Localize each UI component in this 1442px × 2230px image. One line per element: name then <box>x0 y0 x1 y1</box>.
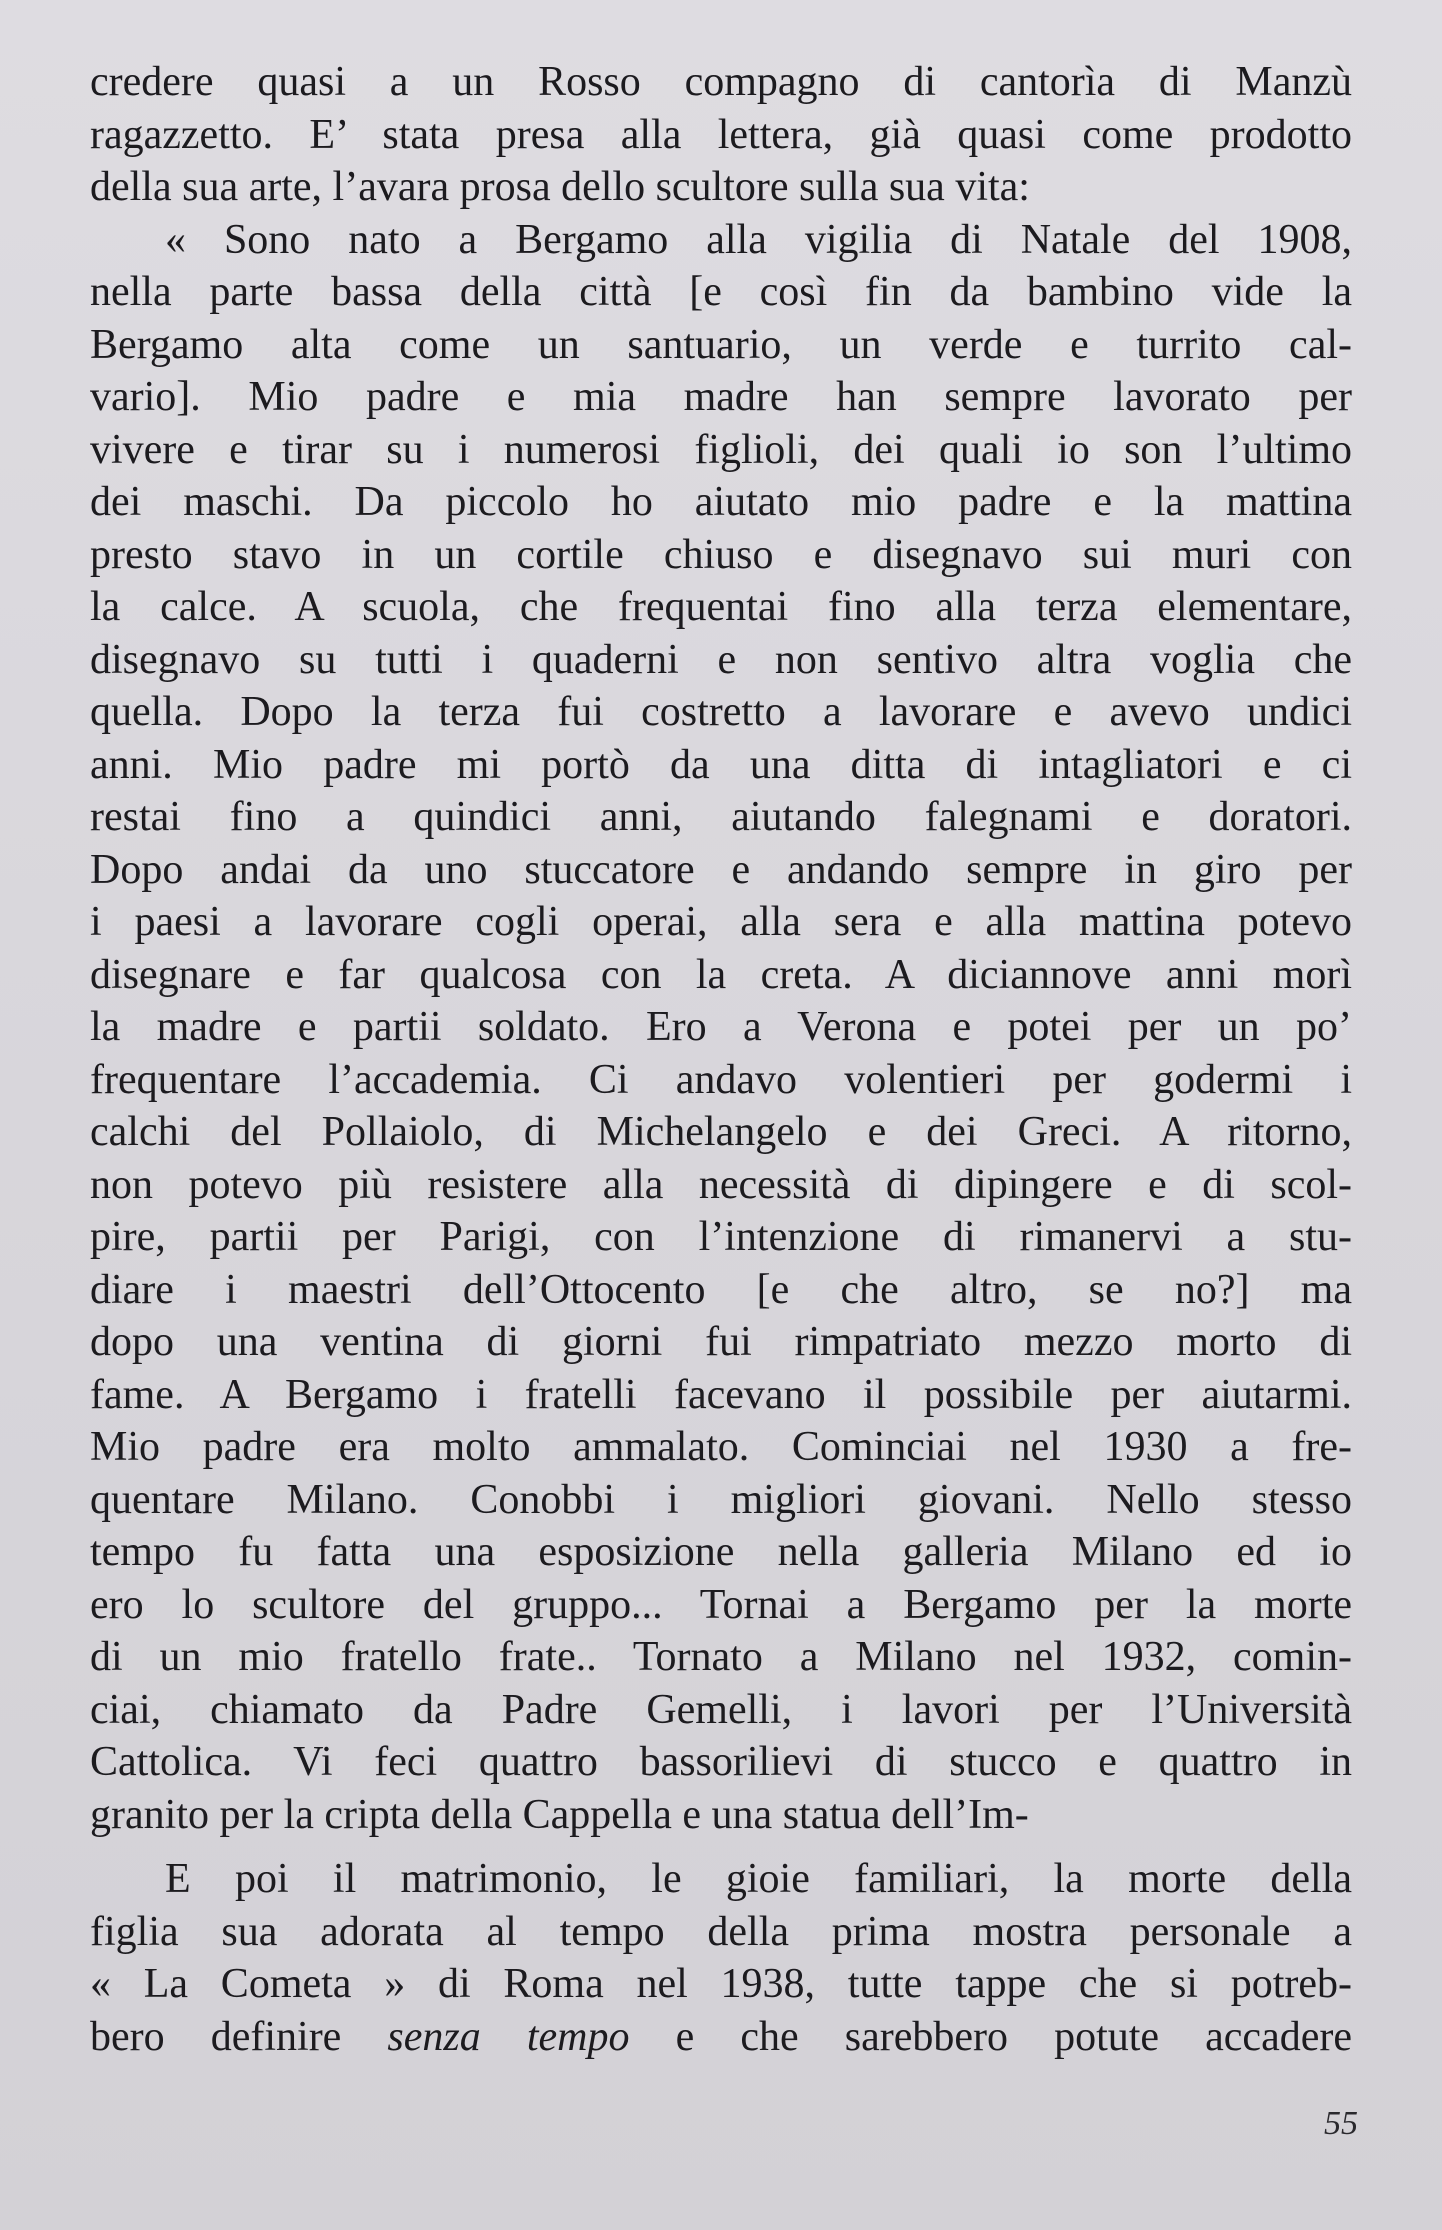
text-line: dopo una ventina di giorni fui rimpatriato mezzo morto di <box>90 1319 1352 1365</box>
italic-phrase: senza tempo <box>387 2013 630 2060</box>
text-line: disegnare e far qualcosa con la creta. A diciannove anni morì <box>90 951 1352 998</box>
text-run: bero definire <box>90 2013 388 2060</box>
text-line: ero lo scultore del gruppo... Tornai a Bergamo per la morte <box>90 1581 1352 1628</box>
text-line: nella parte bassa della città [e così fin da bambino vide la <box>90 269 1352 315</box>
text-line: ragazzetto. E’ stata presa alla lettera, già quasi come prodotto <box>90 111 1352 158</box>
paragraph-2-quotation <box>90 214 1352 1842</box>
text-line: E poi il matrimonio, le gioie familiari, la morte della <box>165 1856 1352 1902</box>
text-line: quella. Dopo la terza fui costretto a lavorare e avevo undici <box>90 689 1352 735</box>
text-line: di un mio fratello frate.. Tornato a Milano nel 1932, comin- <box>90 1634 1352 1680</box>
body-text <box>90 56 1352 2063</box>
paragraph-3 <box>90 1853 1352 2063</box>
text-line: non potevo più resistere alla necessità di dipingere e di scol- <box>90 1161 1352 1208</box>
text-line: calchi del Pollaiolo, di Michelangelo e dei Greci. A ritorno, <box>90 1109 1352 1155</box>
text-line: Dopo andai da uno stuccatore e andando sempre in giro per <box>90 846 1352 893</box>
paragraph-spacer <box>90 1841 1352 1853</box>
text-line: presto stavo in un cortile chiuso e disegnavo sui muri con <box>90 531 1352 578</box>
text-line: granito per la cripta della Cappella e una statua dell’Im- <box>90 1791 1029 1838</box>
text-line: restai fino a quindici anni, aiutando falegnami e doratori. <box>90 794 1352 840</box>
text-run: e che sarebbero potute accadere <box>629 2013 1352 2060</box>
text-line: ciai, chiamato da Padre Gemelli, i lavori per l’Università <box>90 1686 1352 1733</box>
text-line: pire, partii per Parigi, con l’intenzione di rimanervi a stu- <box>90 1214 1352 1260</box>
text-line: Bergamo alta come un santuario, un verde e turrito cal- <box>90 321 1352 368</box>
page-number: 55 <box>1324 2105 1358 2142</box>
text-line: vario]. Mio padre e mia madre han sempre lavorato per <box>90 374 1352 420</box>
text-line: fame. A Bergamo i fratelli facevano il possibile per aiutarmi. <box>90 1371 1352 1418</box>
text-line: figlia sua adorata al tempo della prima mostra personale a <box>90 1908 1352 1955</box>
text-line: tempo fu fatta una esposizione nella galleria Milano ed io <box>90 1529 1352 1575</box>
text-line: la calce. A scuola, che frequentai fino alla terza elementare, <box>90 584 1352 630</box>
text-line: dei maschi. Da piccolo ho aiutato mio padre e la mattina <box>90 479 1352 525</box>
text-line: anni. Mio padre mi portò da una ditta di intagliatori e ci <box>90 741 1352 788</box>
text-line <box>90 2011 1352 2064</box>
text-line: Cattolica. Vi feci quattro bassorilievi di stucco e quattro in <box>90 1739 1352 1785</box>
text-line: la madre e partii soldato. Ero a Verona e potei per un po’ <box>90 1004 1352 1050</box>
text-line: diare i maestri dell’Ottocento [e che altro, se no?] ma <box>90 1266 1352 1313</box>
text-line: disegnavo su tutti i quaderni e non sentivo altra voglia che <box>90 636 1352 683</box>
text-line: Mio padre era molto ammalato. Cominciai nel 1930 a fre- <box>90 1424 1352 1470</box>
paragraph-1 <box>90 56 1352 214</box>
text-line: frequentare l’accademia. Ci andavo volentieri per godermi i <box>90 1056 1352 1103</box>
text-line: i paesi a lavorare cogli operai, alla sera e alla mattina potevo <box>90 899 1352 945</box>
text-line: vivere e tirar su i numerosi figlioli, dei quali io son l’ultimo <box>90 426 1352 473</box>
text-line: credere quasi a un Rosso compagno di cantorìa di Manzù <box>90 59 1352 105</box>
text-line: quentare Milano. Conobbi i migliori giovani. Nello stesso <box>90 1476 1352 1523</box>
text-line: della sua arte, l’avara prosa dello scultore sulla sua vita: <box>90 164 1030 210</box>
text-line: « Sono nato a Bergamo alla vigilia di Natale del 1908, <box>165 216 1352 263</box>
text-line: « La Cometa » di Roma nel 1938, tutte tappe che si potreb- <box>90 1961 1352 2007</box>
